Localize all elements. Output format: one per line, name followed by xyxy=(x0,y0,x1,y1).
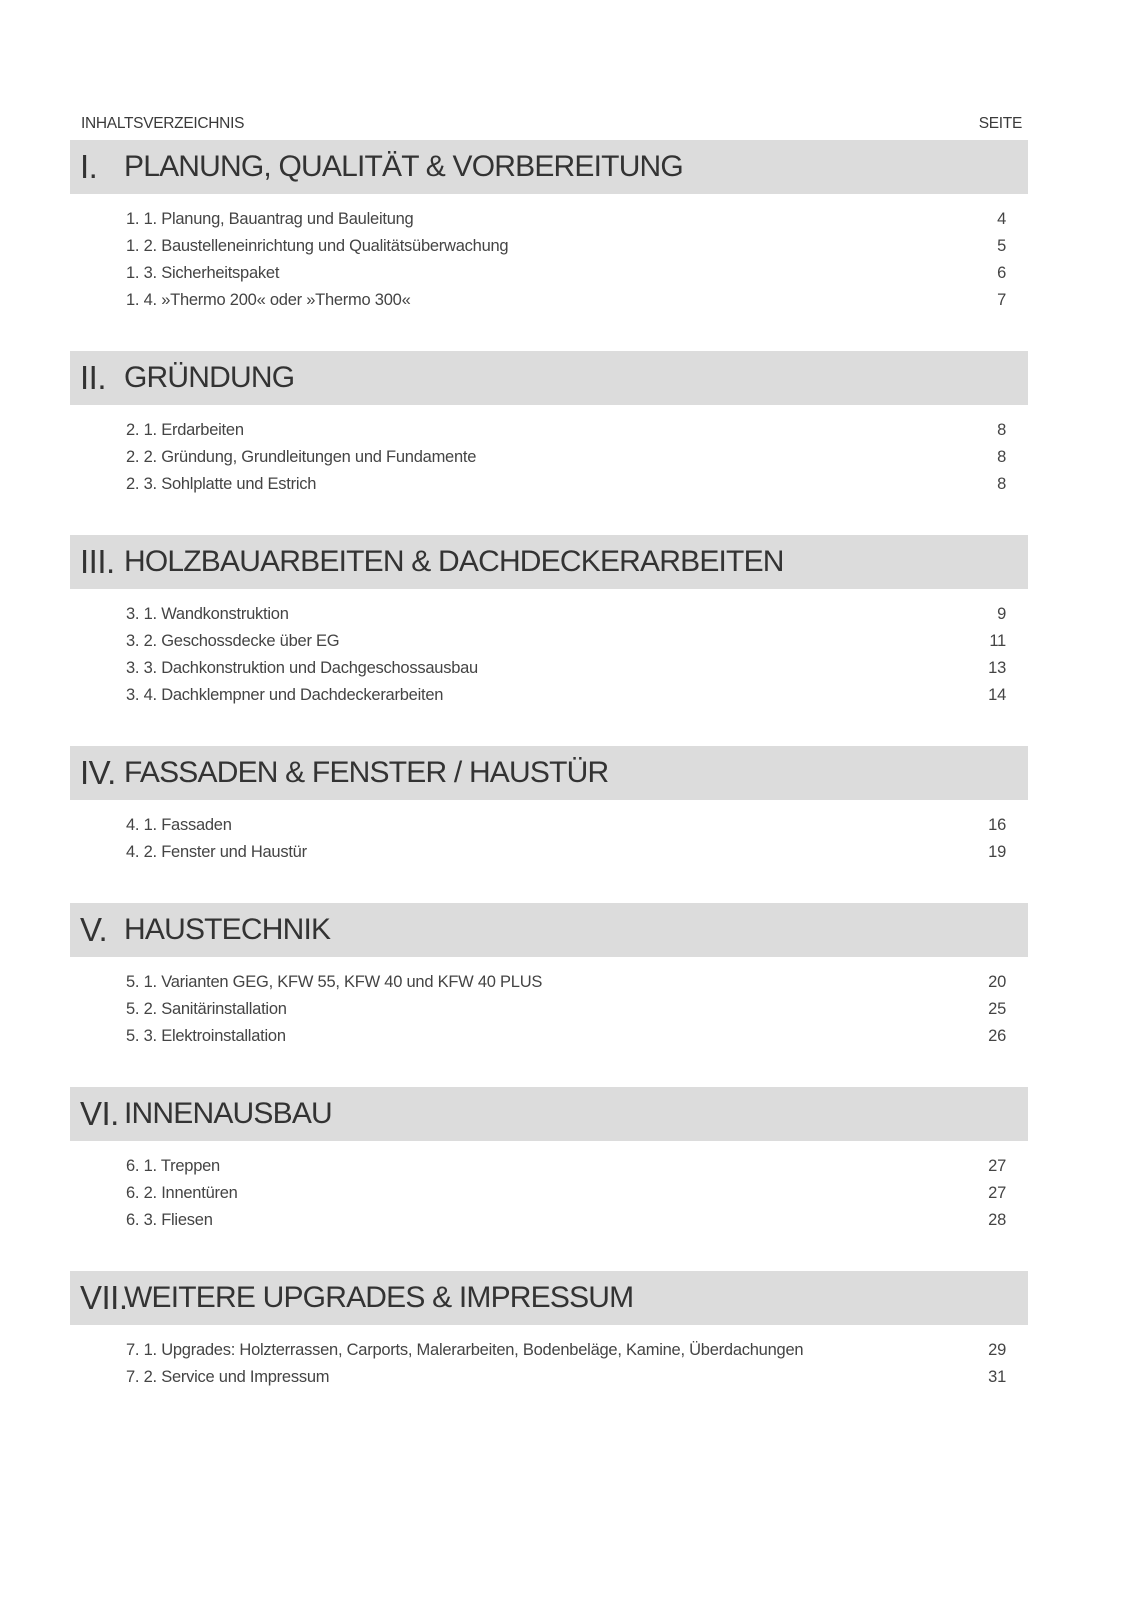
toc-entry[interactable] xyxy=(70,601,1028,628)
toc-entry-label: 3. 3. Dachkonstruktion und Dachgeschossausbau xyxy=(126,659,478,677)
toc-entry-page: 8 xyxy=(997,448,1006,466)
toc-section-2 xyxy=(70,351,1028,498)
toc-entry-page: 9 xyxy=(997,605,1006,623)
toc-section-3 xyxy=(70,535,1028,709)
toc-entry[interactable] xyxy=(70,233,1028,260)
toc-entry[interactable] xyxy=(70,655,1028,682)
section-heading-band[interactable] xyxy=(70,1087,1028,1141)
section-heading-band[interactable] xyxy=(70,903,1028,957)
toc-entry-page: 31 xyxy=(988,1368,1006,1386)
toc-entry-label: 6. 3. Fliesen xyxy=(126,1211,213,1229)
toc-entry-page: 27 xyxy=(988,1157,1006,1175)
toc-entry-label: 1. 4. »Thermo 200« oder »Thermo 300« xyxy=(126,291,411,309)
toc-entry-label: 3. 2. Geschossdecke über EG xyxy=(126,632,340,650)
toc-entry-label: 2. 2. Gründung, Grundleitungen und Fundamente xyxy=(126,448,477,466)
toc-entry-page: 11 xyxy=(989,632,1006,650)
toc-entry[interactable] xyxy=(70,471,1028,498)
toc-entry[interactable] xyxy=(70,1180,1028,1207)
toc-entry-label: 3. 1. Wandkonstruktion xyxy=(126,605,289,623)
toc-entry-page: 6 xyxy=(997,264,1006,282)
toc-entry[interactable] xyxy=(70,417,1028,444)
toc-entry[interactable] xyxy=(70,260,1028,287)
toc-entry-label: 2. 1. Erdarbeiten xyxy=(126,421,244,439)
toc-entry-page: 29 xyxy=(988,1341,1006,1359)
section-heading-band[interactable] xyxy=(70,535,1028,589)
toc-entry[interactable] xyxy=(70,206,1028,233)
toc-entry-page: 28 xyxy=(988,1211,1006,1229)
toc-entry-page: 8 xyxy=(997,475,1006,493)
toc-entry-label: 5. 1. Varianten GEG, KFW 55, KFW 40 und KFW 40 PLUS xyxy=(126,973,543,991)
toc-section-4 xyxy=(70,746,1028,866)
section-numeral: V. xyxy=(80,911,108,948)
toc-entry-label: 6. 2. Innentüren xyxy=(126,1184,238,1202)
toc-section-5 xyxy=(70,903,1028,1050)
section-entries xyxy=(70,1337,1028,1391)
section-numeral: II. xyxy=(80,359,107,396)
section-entries xyxy=(70,206,1028,314)
toc-entry-page: 25 xyxy=(988,1000,1006,1018)
toc-header xyxy=(81,115,1022,135)
toc-entry-label: 7. 2. Service und Impressum xyxy=(126,1368,330,1386)
toc-entry[interactable] xyxy=(70,628,1028,655)
section-numeral: VI. xyxy=(80,1095,119,1132)
toc-section-1 xyxy=(70,140,1028,314)
toc-entry[interactable] xyxy=(70,839,1028,866)
toc-entry-label: 1. 3. Sicherheitspaket xyxy=(126,264,280,282)
section-entries xyxy=(70,969,1028,1050)
toc-section-6 xyxy=(70,1087,1028,1234)
toc-entry-label: 5. 2. Sanitärinstallation xyxy=(126,1000,287,1018)
toc-entry-page: 7 xyxy=(997,291,1006,309)
toc-entry-label: 6. 1. Treppen xyxy=(126,1157,220,1175)
section-title: FASSADEN & FENSTER / HAUSTÜR xyxy=(124,756,609,789)
section-entries xyxy=(70,1153,1028,1234)
section-title: HAUSTECHNIK xyxy=(124,913,331,946)
toc-entry-label: 4. 1. Fassaden xyxy=(126,816,232,834)
toc-entry-label: 5. 3. Elektroinstallation xyxy=(126,1027,286,1045)
toc-entry[interactable] xyxy=(70,969,1028,996)
toc-entry-page: 14 xyxy=(988,686,1006,704)
toc-entry-label: 4. 2. Fenster und Haustür xyxy=(126,843,307,861)
toc-entry[interactable] xyxy=(70,996,1028,1023)
toc-entry-page: 4 xyxy=(997,210,1006,228)
toc-entry-label: 2. 3. Sohlplatte und Estrich xyxy=(126,475,317,493)
section-title: WEITERE UPGRADES & IMPRESSUM xyxy=(124,1281,634,1314)
toc-entry-page: 8 xyxy=(997,421,1006,439)
toc-entry-label: 1. 1. Planung, Bauantrag und Bauleitung xyxy=(126,210,414,228)
page-column-label: SEITE xyxy=(978,115,1022,132)
toc-entry[interactable] xyxy=(70,682,1028,709)
toc-entry-page: 16 xyxy=(988,816,1006,834)
toc-entry-label: 3. 4. Dachklempner und Dachdeckerarbeiten xyxy=(126,686,444,704)
section-entries xyxy=(70,601,1028,709)
toc-entry-page: 27 xyxy=(988,1184,1006,1202)
section-numeral: I. xyxy=(80,148,98,185)
section-title: INNENAUSBAU xyxy=(124,1097,332,1130)
toc-title: INHALTSVERZEICHNIS xyxy=(81,115,245,132)
toc-entry[interactable] xyxy=(70,812,1028,839)
section-numeral: IV. xyxy=(80,754,116,791)
toc-entry[interactable] xyxy=(70,1364,1028,1391)
toc-entry-page: 5 xyxy=(997,237,1006,255)
toc-entry[interactable] xyxy=(70,1023,1028,1050)
section-entries xyxy=(70,417,1028,498)
toc-entry[interactable] xyxy=(70,444,1028,471)
toc-entry[interactable] xyxy=(70,1153,1028,1180)
section-entries xyxy=(70,812,1028,866)
section-numeral: III. xyxy=(80,543,115,580)
section-numeral: VII. xyxy=(80,1279,128,1316)
section-heading-band[interactable] xyxy=(70,351,1028,405)
toc-entry-page: 13 xyxy=(988,659,1006,677)
section-title: GRÜNDUNG xyxy=(124,361,295,394)
toc-entry-page: 26 xyxy=(988,1027,1006,1045)
toc-section-7 xyxy=(70,1271,1028,1391)
section-heading-band[interactable] xyxy=(70,1271,1028,1325)
section-heading-band[interactable] xyxy=(70,140,1028,194)
toc-entry[interactable] xyxy=(70,1207,1028,1234)
toc-entry-label: 7. 1. Upgrades: Holzterrassen, Carports, Malerarbeiten, Bodenbeläge, Kamine, Überdachungen xyxy=(126,1341,804,1359)
section-heading-band[interactable] xyxy=(70,746,1028,800)
section-title: PLANUNG, QUALITÄT & VORBEREITUNG xyxy=(124,150,683,183)
toc-entry[interactable] xyxy=(70,287,1028,314)
toc-entry-page: 19 xyxy=(988,843,1006,861)
toc-entry-label: 1. 2. Baustelleneinrichtung und Qualitätsüberwachung xyxy=(126,237,509,255)
section-title: HOLZBAUARBEITEN & DACHDECKERARBEITEN xyxy=(124,545,784,578)
toc-entry[interactable] xyxy=(70,1337,1028,1364)
toc-entry-page: 20 xyxy=(988,973,1006,991)
